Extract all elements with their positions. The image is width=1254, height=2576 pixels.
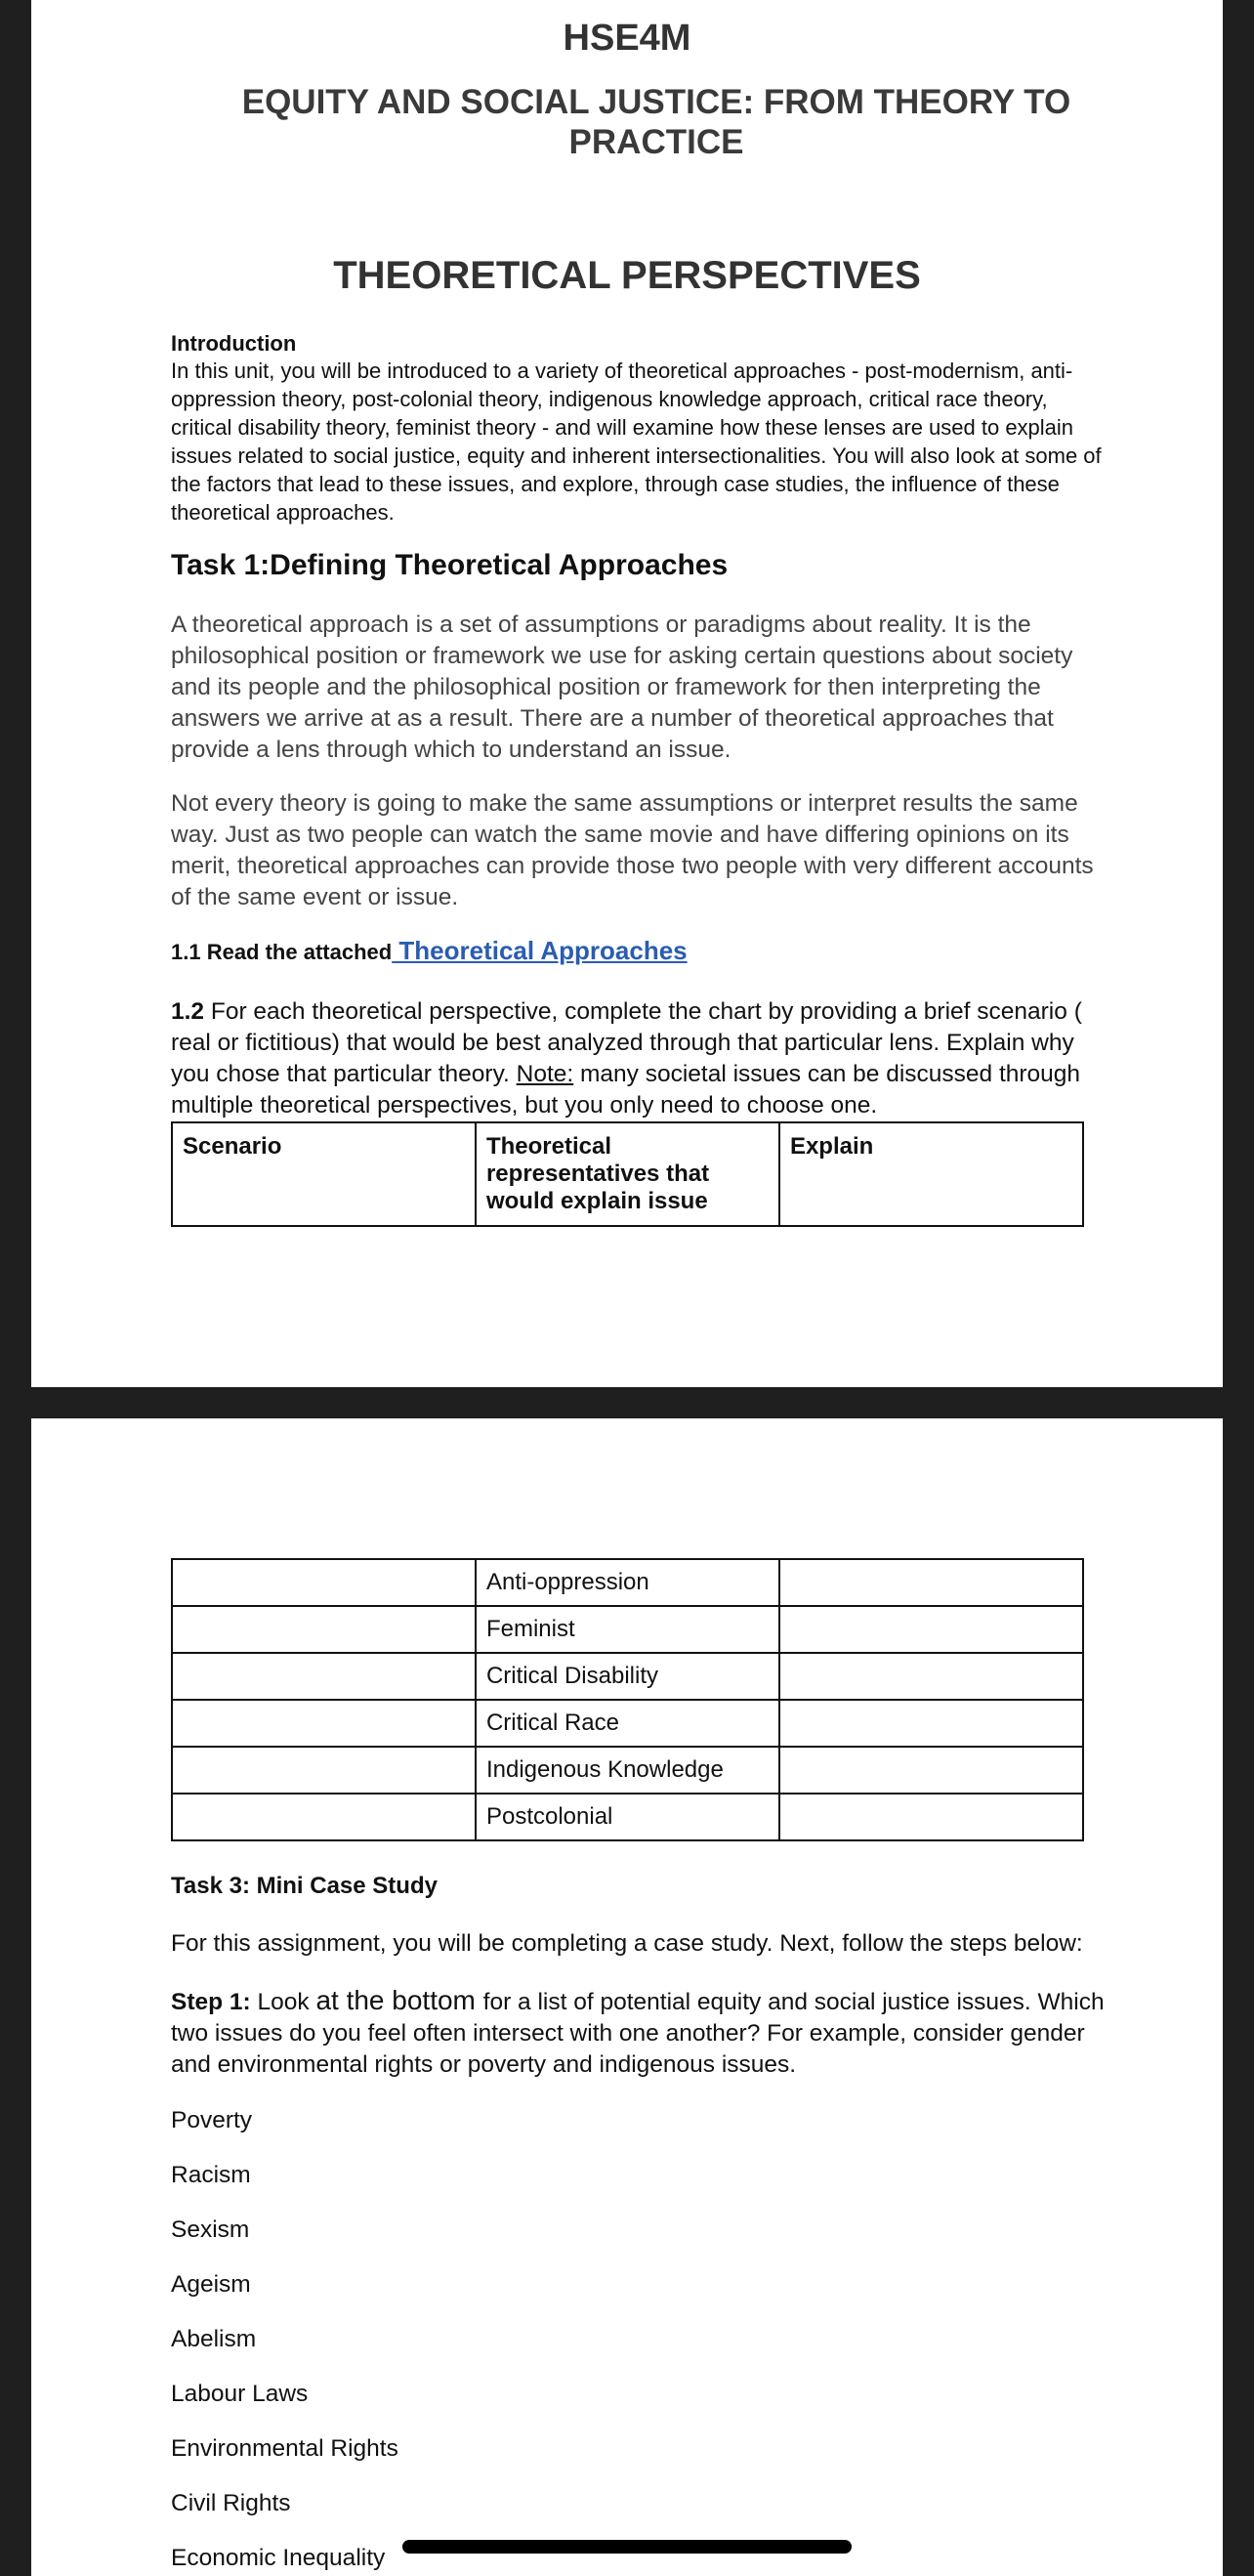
issue-item: Economic Inequality xyxy=(171,2545,386,2571)
table-row xyxy=(172,1559,1083,1606)
course-code: HSE4M xyxy=(563,18,691,59)
step1-label: Step 1: xyxy=(171,1989,251,2015)
issue-item: Labour Laws xyxy=(171,2381,309,2407)
explain-cell[interactable] xyxy=(779,1559,1083,1606)
introduction-text: In this unit, you will be introduced to a variety of theoretical approaches - post-modernism, anti-oppression theory, post-colonial theory, indigenous knowledge approach, critical race theory, critical disability theory, feminist theory - and will examine how these lenses are used to explain issues related to social justice, equity and inherent intersectionalities. You will also look at some of the factors that lead to these issues, and explore, through case studies, the influence of these theoretical approaches. xyxy=(171,359,1102,525)
theory-cell: Postcolonial xyxy=(476,1794,779,1840)
scenario-cell[interactable] xyxy=(172,1559,476,1606)
scenario-cell[interactable] xyxy=(172,1700,476,1747)
header-explain: Explain xyxy=(779,1122,1083,1226)
issue-item: Racism xyxy=(171,2162,251,2188)
table-row xyxy=(172,1700,1083,1747)
theoretical-approaches-link[interactable]: Theoretical Approaches xyxy=(392,936,688,965)
introduction-heading: Introduction xyxy=(171,331,297,356)
instruction-number: 1.2 xyxy=(171,998,205,1025)
table-row xyxy=(172,1794,1083,1840)
issue-item: Civil Rights xyxy=(171,2490,291,2516)
explain-cell[interactable] xyxy=(779,1700,1083,1747)
read-instruction xyxy=(171,936,1118,966)
document-page-2 xyxy=(31,1418,1223,2576)
note-text: many societal issues can be discussed through multiple theoretical perspectives, but you only need to choose one. xyxy=(171,1061,1081,1119)
note-label: Note: xyxy=(516,1061,574,1087)
task1-heading: Task 1:Defining Theoretical Approaches xyxy=(171,549,729,581)
scenario-cell[interactable] xyxy=(172,1606,476,1653)
task1-paragraph-1: A theoretical approach is a set of assumptions or paradigms about reality. It is the philosophical position or framework we use for asking certain questions about society and its people and the philosophical position or framework for then interpreting the answers we arrive at as a result. There are a number of theoretical approaches that provide a lens through which to understand an issue. xyxy=(171,612,1073,763)
theory-cell: Critical Disability xyxy=(476,1653,779,1700)
home-indicator[interactable] xyxy=(402,2540,852,2554)
theory-cell: Anti-oppression xyxy=(476,1559,779,1606)
task3-heading: Task 3: Mini Case Study xyxy=(171,1873,438,1899)
scenario-cell[interactable] xyxy=(172,1794,476,1840)
section-title: THEORETICAL PERSPECTIVES xyxy=(333,254,921,297)
unit-title: EQUITY AND SOCIAL JUSTICE: FROM THEORY TO PRACTICE xyxy=(241,83,1071,161)
theory-cell: Indigenous Knowledge xyxy=(476,1747,779,1794)
task1-paragraph-2: Not every theory is going to make the same assumptions or interpret results the same way. Just as two people can watch the same movie and have differing opinions on its merit, theoretical approaches can provide those two people with very different accounts of the same event or issue. xyxy=(171,790,1094,910)
chart-table xyxy=(171,1558,1084,1841)
issue-item: Sexism xyxy=(171,2217,250,2243)
explain-cell[interactable] xyxy=(779,1606,1083,1653)
theory-cell: Critical Race xyxy=(476,1700,779,1747)
theory-cell: Feminist xyxy=(476,1606,779,1653)
scenario-cell[interactable] xyxy=(172,1747,476,1794)
step1-text xyxy=(171,1985,1116,2081)
explain-cell[interactable] xyxy=(779,1794,1083,1840)
step1-post: for a list of potential equity and social justice issues. Which two issues do you feel often intersect with one another? For example, consider gender and environmental rights or poverty and indigenous issues. xyxy=(171,1989,1105,2078)
instruction-text: For each theoretical perspective, complete the chart by providing a brief scenario ( real or fictitious) that would be best analyzed through that particular lens. Explain why you chose that particular theory. xyxy=(171,998,1082,1087)
step1-pre: Look xyxy=(250,1989,316,2015)
chart-instruction xyxy=(171,996,1116,1121)
table-row xyxy=(172,1747,1083,1794)
issue-item: Ageism xyxy=(171,2271,251,2298)
issue-item: Abelism xyxy=(171,2326,257,2352)
header-scenario: Scenario xyxy=(172,1122,476,1226)
issue-item: Environmental Rights xyxy=(171,2435,398,2462)
table-row xyxy=(172,1606,1083,1653)
explain-cell[interactable] xyxy=(779,1653,1083,1700)
document-page-1 xyxy=(31,0,1223,1387)
header-theoretical-representatives: Theoretical representatives that would explain issue xyxy=(476,1122,779,1226)
step1-emphasis: at the bottom xyxy=(315,1985,483,2015)
read-label: 1.1 Read the attached xyxy=(171,940,393,964)
issue-item: Poverty xyxy=(171,2107,253,2133)
scenario-cell[interactable] xyxy=(172,1653,476,1700)
table-row xyxy=(172,1653,1083,1700)
task3-intro: For this assignment, you will be completing a case study. Next, follow the steps below: xyxy=(171,1930,1083,1957)
explain-cell[interactable] xyxy=(779,1747,1083,1794)
chart-header-table xyxy=(171,1121,1084,1227)
